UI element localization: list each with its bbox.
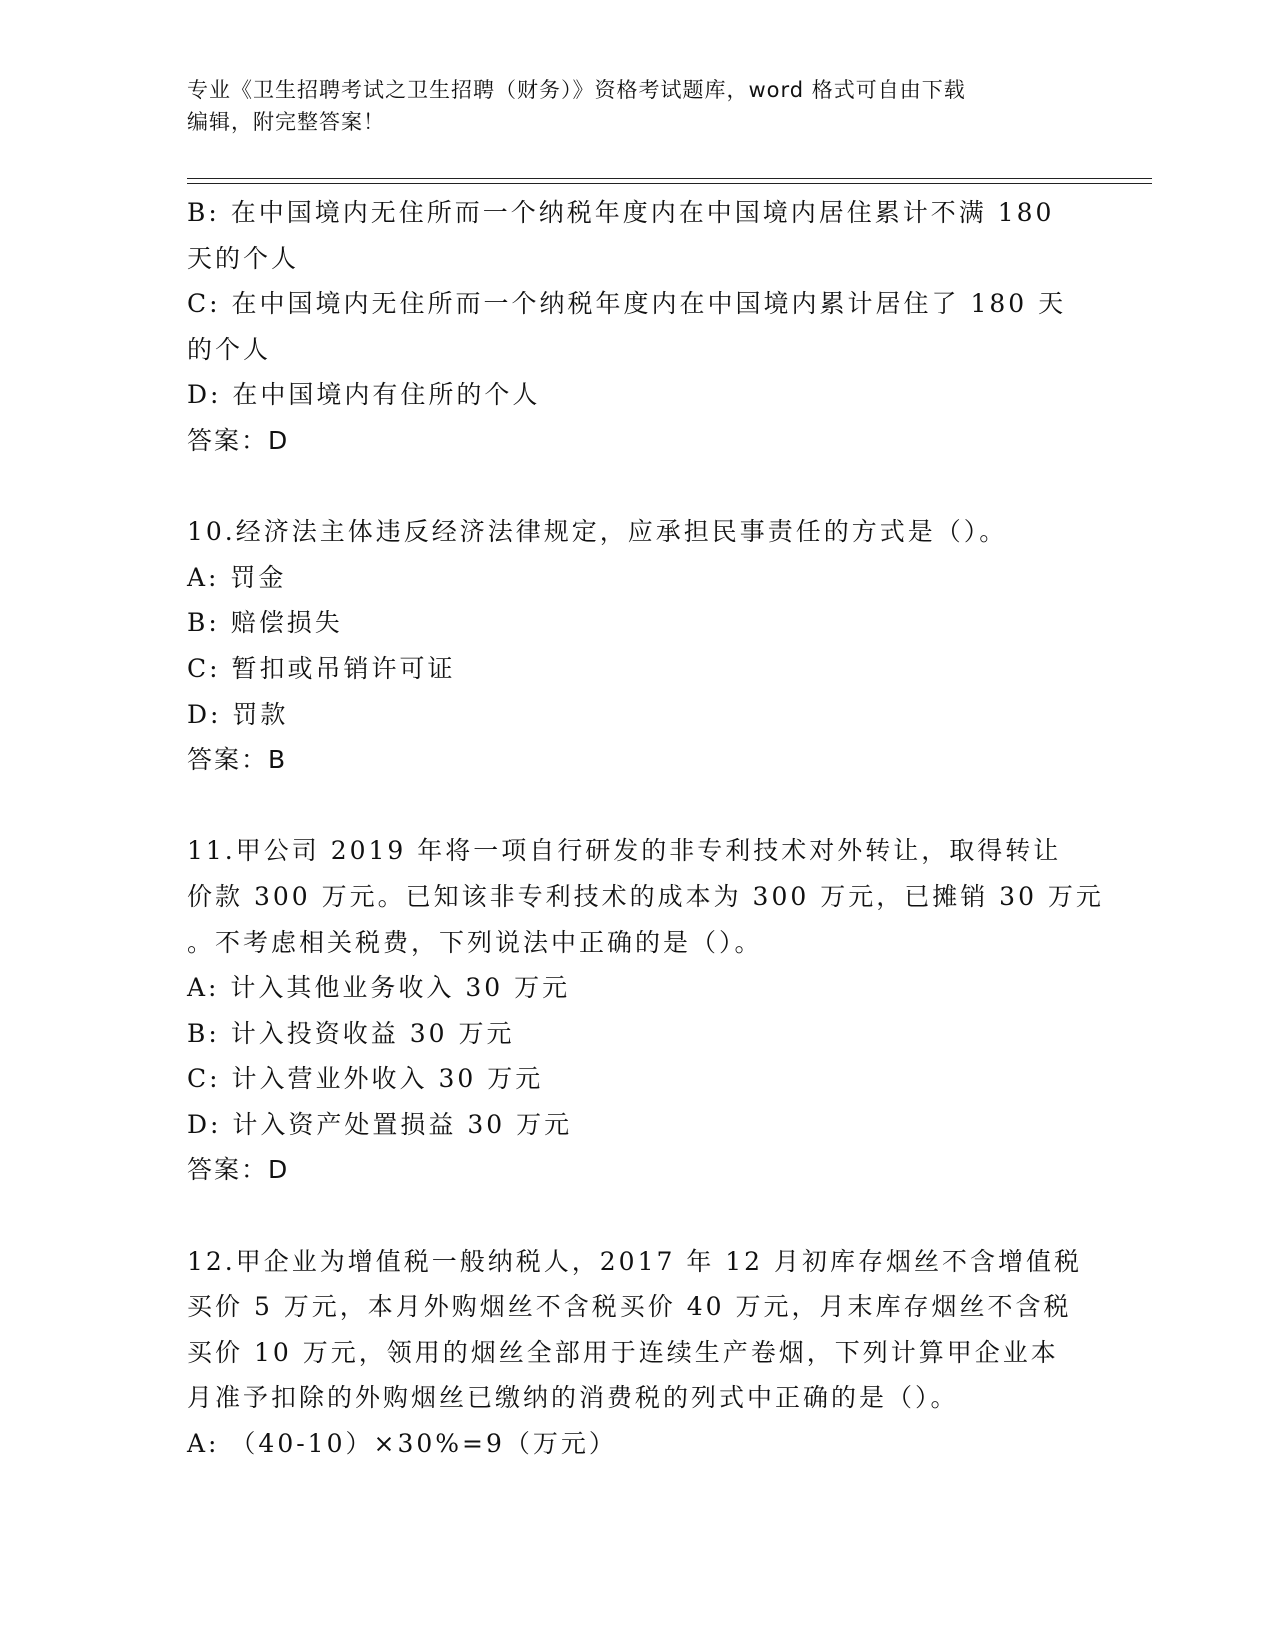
question-stem-line-2: 买价 5 万元，本月外购烟丝不含税买价 40 万元，月末库存烟丝不含税 — [187, 1292, 1072, 1322]
option-a: A: （40-10）×30%=9（万元） — [187, 1429, 617, 1459]
header-line-1: 专业《卫生招聘考试之卫生招聘（财务）》资格考试题库，word 格式可自由下载 — [187, 78, 966, 102]
question-9-continued — [187, 190, 1067, 464]
option-c-line-2: 的个人 — [187, 334, 272, 364]
question-stem-line-1: 11.甲公司 2019 年将一项自行研发的非专利技术对外转让，取得转让 — [187, 836, 1062, 866]
option-b: B: 赔偿损失 — [187, 608, 343, 638]
option-a: A: 计入其他业务收入 30 万元 — [187, 973, 571, 1003]
question-stem-line-1: 12.甲企业为增值税一般纳税人，2017 年 12 月初库存烟丝不含增值税 — [187, 1246, 1083, 1276]
option-c: C: 计入营业外收入 30 万元 — [187, 1064, 544, 1094]
question-stem-line-2: 价款 300 万元。已知该非专利技术的成本为 300 万元，已摊销 30 万元 — [187, 881, 1104, 911]
header-divider-bottom — [187, 183, 1152, 184]
question-stem-line-3: 。不考虑相关税费，下列说法中正确的是（）。 — [187, 927, 763, 957]
option-d: D: 罚款 — [187, 699, 289, 729]
header-divider-top — [187, 178, 1152, 179]
document-header — [187, 74, 1067, 138]
option-c-line-1: C: 在中国境内无住所而一个纳税年度内在中国境内累计居住了 180 天 — [187, 289, 1067, 319]
spacer — [187, 1193, 1067, 1239]
option-b-line-2: 天的个人 — [187, 243, 300, 273]
option-a: A: 罚金 — [187, 562, 287, 592]
option-d: D: 在中国境内有住所的个人 — [187, 380, 541, 410]
spacer — [187, 783, 1067, 829]
header-line-2: 编辑，附完整答案！ — [187, 110, 385, 134]
question-10 — [187, 509, 1067, 783]
option-b-line-1: B: 在中国境内无住所而一个纳税年度内在中国境内居住累计不满 180 — [187, 198, 1055, 227]
question-stem-line-3: 买价 10 万元，领用的烟丝全部用于连续生产卷烟，下列计算甲企业本 — [187, 1337, 1059, 1367]
answer-label: 答案：B — [187, 745, 288, 775]
spacer — [187, 464, 1067, 510]
question-12 — [187, 1239, 1083, 1467]
question-11 — [187, 828, 1104, 1193]
question-stem: 10.经济法主体违反经济法律规定，应承担民事责任的方式是（）。 — [187, 517, 1008, 547]
option-b: B: 计入投资收益 30 万元 — [187, 1018, 515, 1048]
option-c: C: 暂扣或吊销许可证 — [187, 653, 456, 683]
answer-label: 答案：D — [187, 425, 290, 455]
option-d: D: 计入资产处置损益 30 万元 — [187, 1109, 573, 1139]
document-body — [187, 190, 1104, 1467]
question-stem-line-4: 月准予扣除的外购烟丝已缴纳的消费税的列式中正确的是（）。 — [187, 1383, 959, 1413]
answer-label: 答案：D — [187, 1155, 290, 1185]
